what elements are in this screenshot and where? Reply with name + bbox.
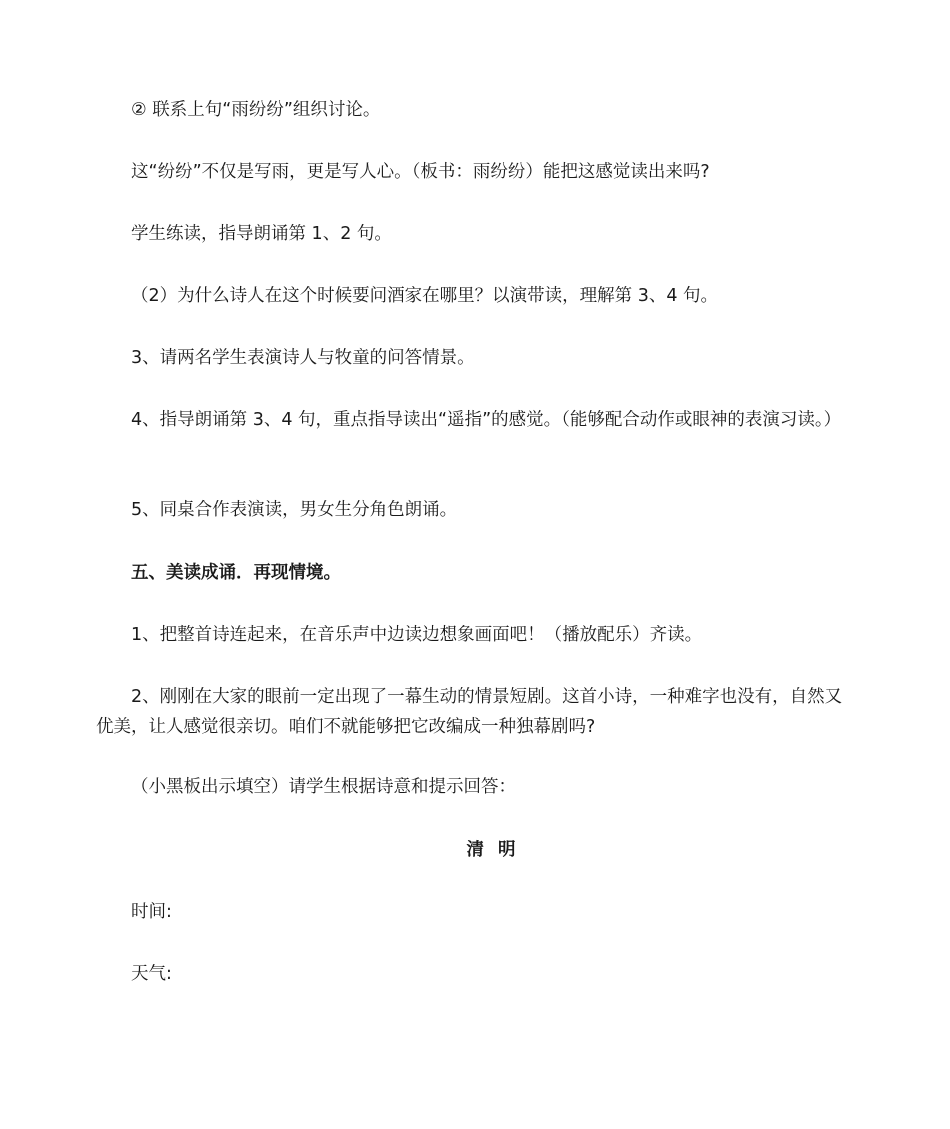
paragraph-question-2: （2）为什么诗人在这个时候要问酒家在哪里？以演带读，理解第 3、4 句。: [131, 286, 719, 306]
paragraph-step-3: 3、请两名学生表演诗人与牧童的问答情景。: [131, 348, 475, 368]
poem-title: 清 明: [466, 840, 520, 860]
paragraph-discussion: ② 联系上句“雨纷纷”组织讨论。: [131, 100, 381, 120]
fill-item-time: 时间:: [131, 902, 172, 922]
fill-item-weather: 天气:: [131, 964, 172, 984]
section-heading: 五、美读成诵．再现情境。: [131, 563, 341, 583]
paragraph-fenfen: 这“纷纷”不仅是写雨，更是写人心。（板书：雨纷纷）能把这感觉读出来吗?: [131, 162, 710, 182]
paragraph-fill-blank-prompt: （小黑板出示填空）请学生根据诗意和提示回答：: [131, 777, 516, 797]
paragraph-read-whole-poem: 1、把整首诗连起来，在音乐声中边读边想象画面吧！（播放配乐）齐读。: [131, 625, 703, 645]
paragraph-practice-reading: 学生练读，指导朗诵第 1、2 句。: [131, 224, 392, 244]
paragraph-step-4: 4、指导朗诵第 3、4 句，重点指导读出“遥指”的感觉。（能够配合动作或眼神的表演习读。）: [131, 410, 842, 430]
paragraph-short-play: 2、刚刚在大家的眼前一定出现了一幕生动的情景短剧。这首小诗，一种难字也没有，自然又优美，让人感觉很亲切。咱们不就能够把它改编成一种独幕剧吗?: [96, 687, 843, 737]
paragraph-step-5: 5、同桌合作表演读，男女生分角色朗诵。: [131, 500, 458, 520]
